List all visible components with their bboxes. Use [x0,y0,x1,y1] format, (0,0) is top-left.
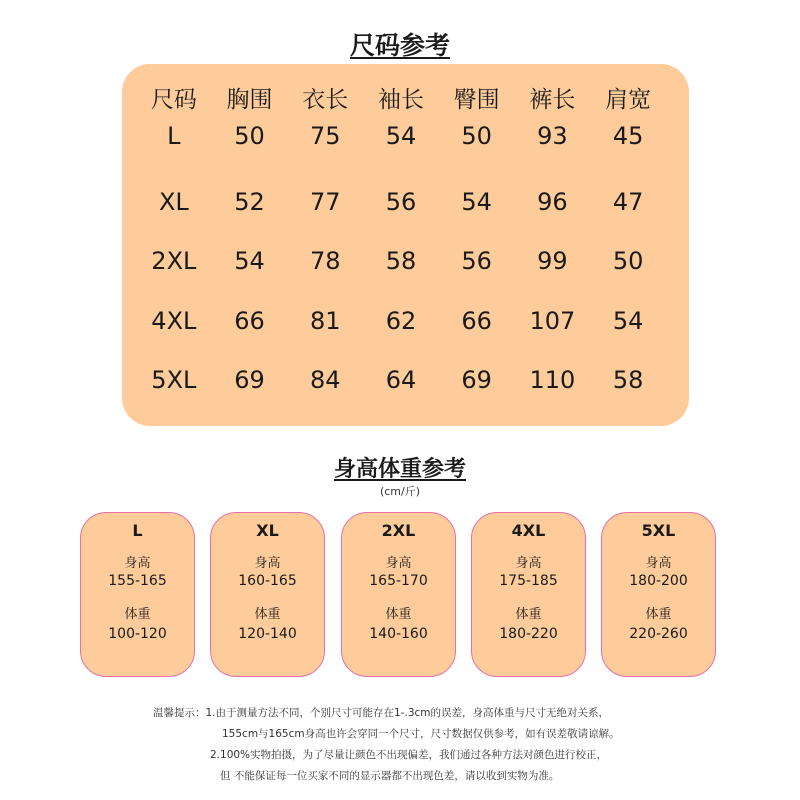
table-cell: L [167,122,181,150]
height-label: 身高 [645,556,672,571]
body-size-card [601,512,716,677]
table-cell: 54 [234,247,265,276]
table-cell: 45 [612,122,644,150]
body-chart-unit: (cm/斤) [379,485,421,498]
card-size: L [132,521,143,540]
table-cell: 47 [612,187,644,216]
size-table [136,76,666,410]
height-label: 身高 [515,556,542,571]
weight-value: 100-120 [108,626,167,642]
table-cell: 66 [234,306,265,335]
weight-value: 180-220 [499,626,558,642]
table-cell: 50 [612,247,644,276]
weight-label: 体重 [515,607,542,622]
table-cell: 54 [385,122,417,150]
table-cell: 58 [385,247,417,276]
table-cell: 56 [461,247,492,276]
table-cell: 64 [385,366,417,395]
height-value: 180-200 [629,573,688,589]
card-size: XL [256,521,279,540]
table-cell: 110 [529,366,576,395]
table-cell: 4XL [151,306,197,335]
header-cell: 臀围 [453,86,500,113]
table-cell: 81 [309,306,341,335]
table-cell: 58 [612,366,644,395]
table-cell: XL [158,187,189,216]
header-cell: 肩宽 [605,86,652,113]
table-cell: 96 [537,187,568,216]
note-line: 155cm与165cm身高也许会穿同一个尺寸，尺寸数据仅供参考，如有误差敬请谅解。 [222,728,620,740]
height-value: 165-170 [369,573,428,589]
header-cell: 尺码 [150,86,197,113]
card-size: 4XL [511,521,546,540]
table-cell: 5XL [151,366,197,395]
body-chart-title: 身高体重参考 [333,457,466,482]
table-cell: 62 [385,306,417,335]
body-size-card [471,512,586,677]
table-cell: 50 [461,122,492,150]
header-cell: 胸围 [226,86,273,113]
table-cell: 54 [461,187,492,216]
table-cell: 77 [309,187,341,216]
table-cell: 69 [234,366,265,395]
size-table-header [136,76,666,118]
card-size: 5XL [641,521,676,540]
table-cell: 84 [309,366,341,395]
height-label: 身高 [124,556,151,571]
height-value: 175-185 [499,573,558,589]
height-value: 160-165 [238,573,297,589]
table-cell: 75 [309,122,341,150]
table-cell: 69 [461,366,492,395]
weight-label: 体重 [645,607,672,622]
body-size-card [341,512,456,677]
table-row [136,172,666,232]
note-line: 温馨提示：1.由于测量方法不同，个别尺寸可能存在1-.3cm的误差，身高体重与尺寸无绝对关系， [153,707,610,719]
height-label: 身高 [254,556,281,571]
weight-value: 140-160 [369,626,428,642]
body-size-card [210,512,325,677]
weight-label: 体重 [124,607,151,622]
weight-value: 220-260 [629,626,688,642]
height-label: 身高 [385,556,412,571]
table-cell: 56 [385,187,417,216]
height-value: 155-165 [108,573,167,589]
card-size: 2XL [381,521,416,540]
table-cell: 54 [612,306,644,335]
table-cell: 52 [234,187,265,216]
table-cell: 2XL [151,247,197,276]
weight-label: 体重 [254,607,281,622]
header-cell: 袖长 [377,86,424,113]
note-line: 2.100%实物拍摄，为了尽量让颜色不出现偏差，我们通过各种方法对颜色进行校正， [210,749,608,761]
body-size-cards [80,512,720,677]
header-cell: 裤长 [529,86,576,113]
table-cell: 78 [309,247,341,276]
header-cell: 衣长 [302,86,349,113]
table-cell: 66 [461,306,492,335]
size-chart-title: 尺码参考 [349,31,450,60]
table-cell: 93 [537,122,568,150]
body-size-card [80,512,195,677]
size-chart-panel [122,64,689,426]
weight-value: 120-140 [238,626,297,642]
table-row [136,118,666,172]
weight-label: 体重 [385,607,412,622]
table-row [136,291,666,351]
note-line: 但 不能保证每一位买家不同的显示器都不出现色差，请以收到实物为准。 [220,770,560,782]
table-cell: 107 [529,306,576,335]
table-cell: 50 [234,122,265,150]
table-row [136,232,666,292]
table-cell: 99 [537,247,568,276]
table-row [136,351,666,411]
